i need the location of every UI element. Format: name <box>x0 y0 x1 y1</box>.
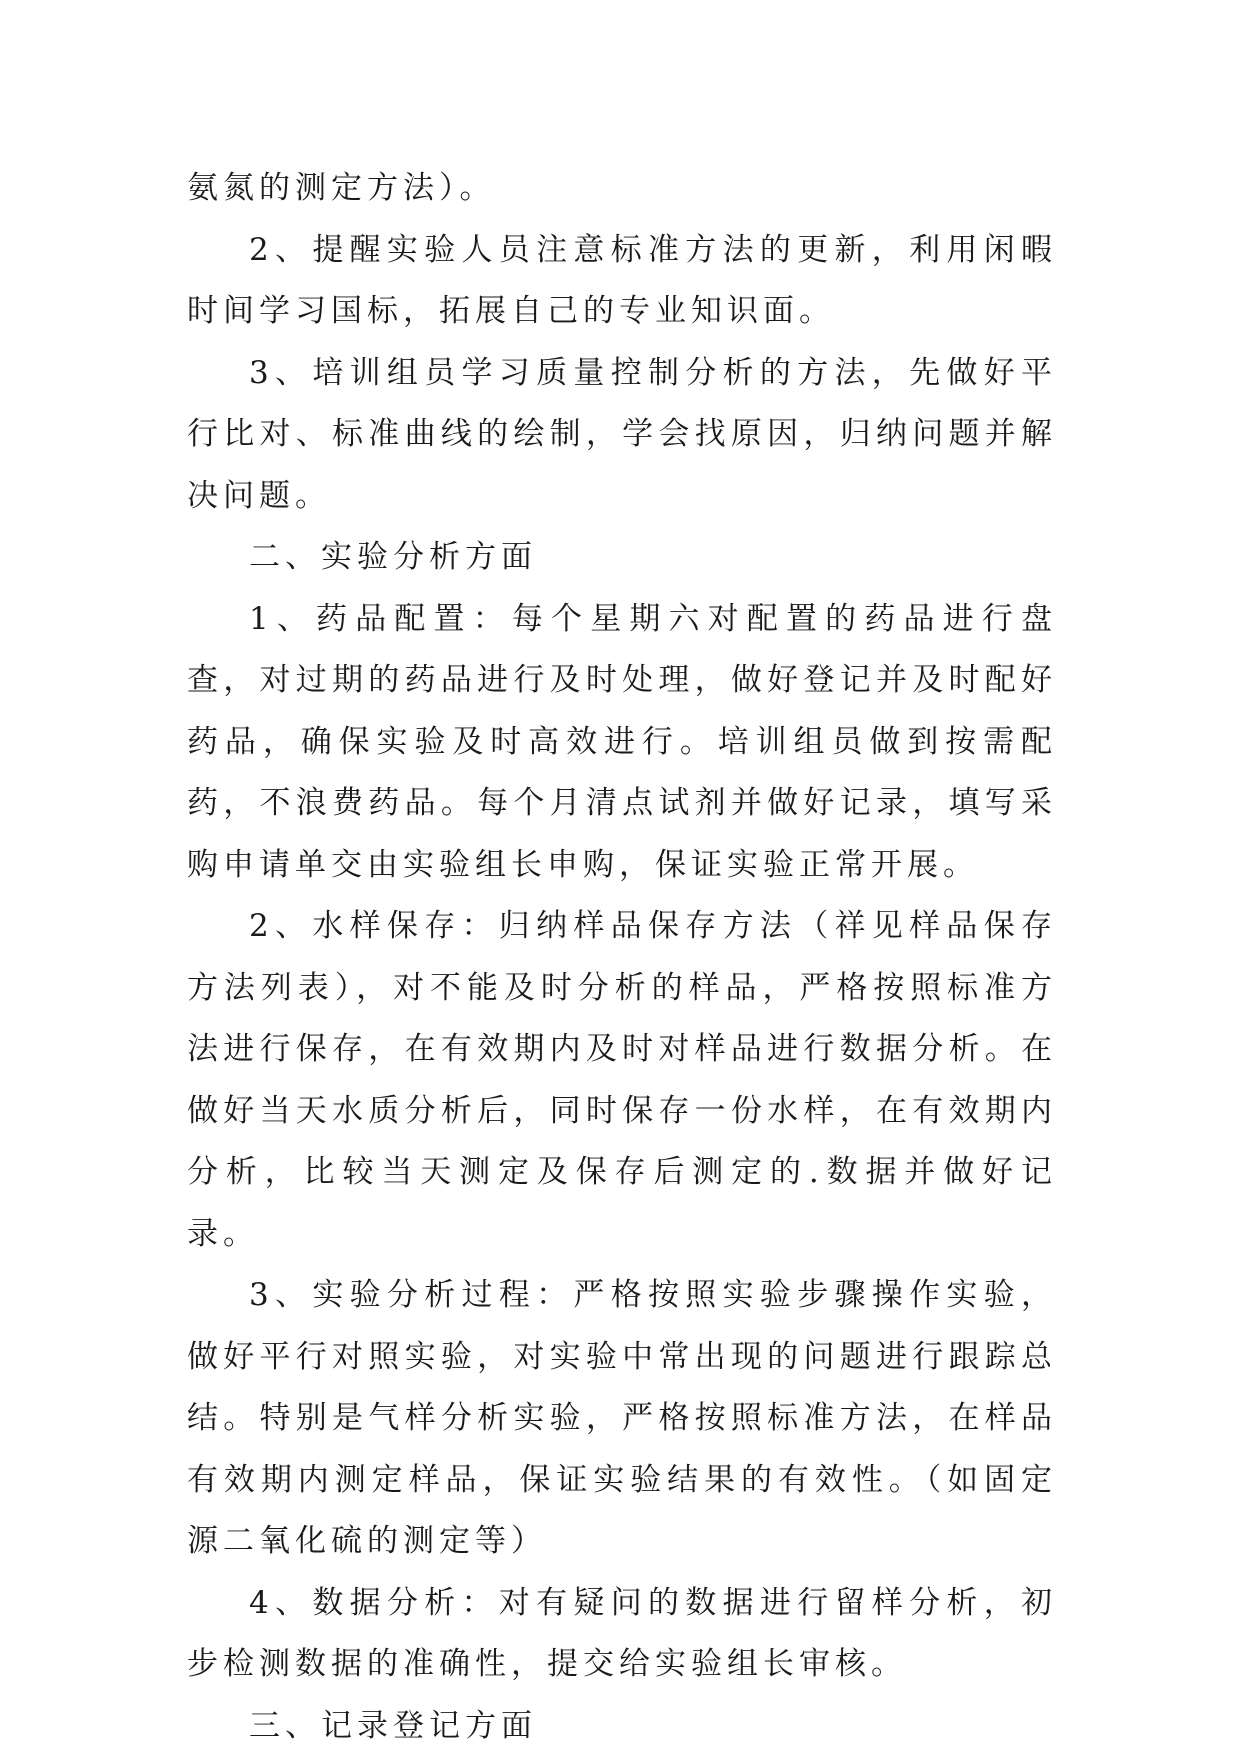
paragraph-item-3-quality-control: 3、培训组员学习质量控制分析的方法，先做好平行比对、标准曲线的绘制，学会找原因，归纳问题并解决问题。 <box>187 343 1057 528</box>
paragraph-item-2-standards-update: 2、提醒实验人员注意标准方法的更新，利用闲暇时间学习国标，拓展自己的专业知识面。 <box>187 220 1057 343</box>
paragraph-item-3-analysis-process: 3、实验分析过程：严格按照实验步骤操作实验，做好平行对照实验，对实验中常出现的问题进行跟踪总结。特别是气样分析实验，严格按照标准方法，在样品有效期内测定样品，保证实验结果的有效性。（如固定源二氧化硫的测定等） <box>187 1265 1057 1573</box>
paragraph-item-4-data-analysis: 4、数据分析：对有疑问的数据进行留样分析，初步检测数据的准确性，提交给实验组长审核。 <box>187 1573 1057 1696</box>
paragraph-item-1-reagent-preparation: 1、药品配置：每个星期六对配置的药品进行盘查，对过期的药品进行及时处理，做好登记并及时配好药品，确保实验及时高效进行。培训组员做到按需配药，不浪费药品。每个月清点试剂并做好记录，填写采购申请单交由实验组长申购，保证实验正常开展。 <box>187 589 1057 897</box>
section-heading-experiment-analysis: 二、实验分析方面 <box>187 527 1057 589</box>
document-body <box>187 158 1057 1757</box>
paragraph-continuation: 氨氮的测定方法）。 <box>187 158 1057 220</box>
paragraph-item-2-sample-storage: 2、水样保存：归纳样品保存方法（祥见样品保存方法列表），对不能及时分析的样品，严格按照标准方法进行保存，在有效期内及时对样品进行数据分析。在做好当天水质分析后，同时保存一份水样，在有效期内分析，比较当天测定及保存后测定的.数据并做好记录。 <box>187 896 1057 1265</box>
section-heading-records: 三、记录登记方面 <box>187 1696 1057 1757</box>
